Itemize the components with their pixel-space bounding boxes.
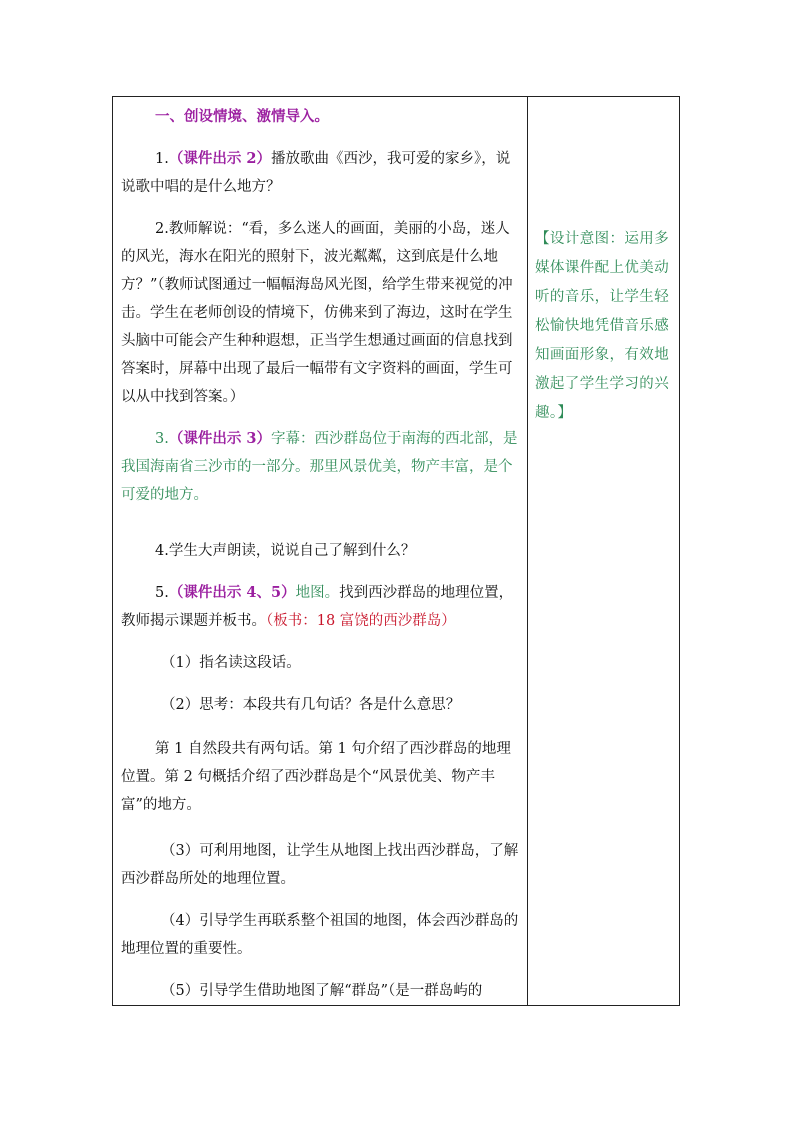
column-divider (527, 97, 528, 1005)
paragraph-1: 1.（课件出示 2）播放歌曲《西沙，我可爱的家乡》，说说歌中唱的是什么地方？ (121, 150, 511, 195)
sub-item-4: （4）引导学生再联系整个祖国的地图，体会西沙群岛的地理位置的重要性。 (121, 913, 519, 957)
paragraph-4: 4.学生大声朗读，说说自己了解到什么？ (155, 543, 416, 559)
sub-item-1: （1）指名读这段话。 (161, 655, 301, 671)
paragraph-2: 2.教师解说：“看，多么迷人的画面，美丽的小岛，迷人的风光，海水在阳光的照射下，波光粼粼，这到底是什么地方？”（教师试图通过一幅幅海岛风光图，给学生带来视觉的冲击。学生在老师创设的情境下，仿佛来到了海边，这时在学生头脑中可能会产生种种遐想，正当学生想通过画面的信息找到答案时，屏幕中出现了最后一幅带有文字资料的画面，学生可以从中找到答案。） (121, 221, 513, 405)
sub-item-explanation: 第 1 自然段共有两句话。第 1 句介绍了西沙群岛的地理位置。第 2 句概括介绍了西沙群岛是个“风景优美、物产丰富”的地方。 (121, 741, 511, 813)
design-intent-column (535, 225, 673, 428)
sub-item-3: （3）可利用地图，让学生从地图上找出西沙群岛，了解西沙群岛所处的地理位置。 (121, 843, 519, 887)
sub-item-5: （5）引导学生借助地图了解“群岛”（是一群岛屿的 (161, 983, 483, 999)
lesson-table (112, 96, 680, 1006)
design-intent-text: 【设计意图：运用多媒体课件配上优美动听的音乐，让学生轻松愉快地凭借音乐感知画面形象，有效地激起了学生学习的兴趣。】 (535, 231, 670, 421)
paragraph-5: 5.（课件出示 4、5）地图。找到西沙群岛的地理位置，教师揭示课题并板书。（板书：18 富饶的西沙群岛） (121, 584, 514, 629)
sub-item-2: （2）思考：本段共有几句话？各是什么意思？ (161, 697, 461, 713)
paragraph-3: 3.（课件出示 3）字幕：西沙群岛位于南海的西北部，是我国海南省三沙市的一部分。那里风景优美，物产丰富，是个可爱的地方。 (121, 430, 518, 503)
section-heading: 一、创设情境、激情导入。 (155, 108, 329, 125)
